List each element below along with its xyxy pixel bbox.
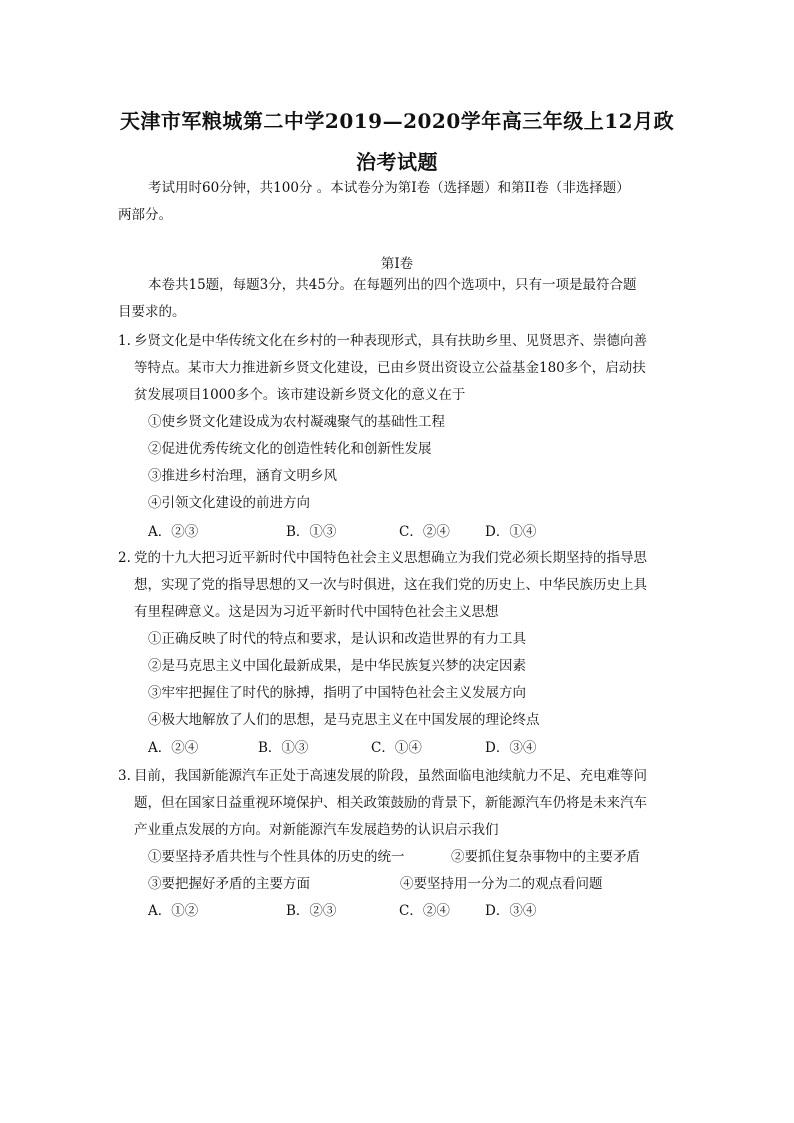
question-2-answer-c: C．①④ xyxy=(371,740,422,756)
question-1-stem-line-3: 贫发展项目1000多个。该市建设新乡贤文化的意义在于 xyxy=(134,387,466,403)
question-2-option-1: ①正确反映了时代的特点和要求，是认识和改造世界的有力工具 xyxy=(148,631,526,647)
question-1-answer-d: D．①④ xyxy=(485,524,537,540)
volume-instructions-line-2: 目要求的。 xyxy=(118,304,186,320)
question-3-number: 3. xyxy=(118,768,131,784)
question-1-option-4: ④引领文化建设的前进方向 xyxy=(148,495,310,511)
question-2-answer-d: D．③④ xyxy=(485,740,537,756)
exam-title-line-2: 治考试题 xyxy=(356,150,438,174)
question-3-option-2: ②要抓住复杂事物中的主要矛盾 xyxy=(451,849,640,865)
question-3-answer-a: A．①② xyxy=(148,903,199,919)
exam-intro-line-2: 两部分。 xyxy=(118,207,172,223)
question-1-number: 1. xyxy=(118,333,131,349)
question-2-stem-line-2: 想，实现了党的指导思想的又一次与时俱进，这在我们党的历史上、中华民族历史上具 xyxy=(134,577,647,593)
question-2-number: 2. xyxy=(118,550,131,566)
exam-intro-line-1: 考试用时60分钟，共100分 。本试卷分为第Ⅰ卷（选择题）和第II卷（非选择题） xyxy=(148,180,630,196)
question-1-answer-c: C．②④ xyxy=(399,524,450,540)
question-2-answer-b: B．①③ xyxy=(258,740,309,756)
volume-heading: 第Ⅰ卷 xyxy=(380,256,414,272)
question-1-option-2: ②促进优秀传统文化的创造性转化和创新性发展 xyxy=(148,441,432,457)
volume-instructions-line-1: 本卷共15题，每题3分，共45分。在每题列出的四个选项中，只有一项是最符合题 xyxy=(148,277,637,293)
question-3-stem-line-2: 题，但在国家日益重视环境保护、相关政策鼓励的背景下，新能源汽车仍将是未来汽车 xyxy=(134,795,647,811)
question-2-stem-line-3: 有里程碑意义。这是因为习近平新时代中国特色社会主义思想 xyxy=(134,604,499,620)
question-2-stem-line-1: 党的十九大把习近平新时代中国特色社会主义思想确立为我们党必须长期坚持的指导思 xyxy=(134,550,647,566)
question-3-option-1: ①要坚持矛盾共性与个性具体的历史的统一 xyxy=(148,849,405,865)
question-1-stem-line-2: 等特点。某市大力推进新乡贤文化建设，已由乡贤出资设立公益基金180多个，启动扶 xyxy=(134,360,646,376)
question-3-stem-line-1: 目前，我国新能源汽车正处于高速发展的阶段，虽然面临电池续航力不足、充电难等问 xyxy=(134,768,647,784)
question-3-option-4: ④要坚持用一分为二的观点看问题 xyxy=(400,876,603,892)
question-3-answer-b: B．②③ xyxy=(286,903,337,919)
question-1-option-1: ①使乡贤文化建设成为农村凝魂聚气的基础性工程 xyxy=(148,414,445,430)
question-1-answer-b: B．①③ xyxy=(286,524,337,540)
question-3-option-3: ③要把握好矛盾的主要方面 xyxy=(148,876,310,892)
exam-title-line-1: 天津市军粮城第二中学2019—2020学年高三年级上12月政 xyxy=(119,109,675,133)
question-1-answer-a: A．②③ xyxy=(148,524,199,540)
question-3-answer-d: D．③④ xyxy=(485,903,537,919)
question-2-answer-a: A．②④ xyxy=(148,740,199,756)
question-1-option-3: ③推进乡村治理，涵育文明乡风 xyxy=(148,468,337,484)
question-1-stem-line-1: 乡贤文化是中华传统文化在乡村的一种表现形式，具有扶助乡里、见贤思齐、崇德向善 xyxy=(134,333,647,349)
question-2-option-3: ③牢牢把握住了时代的脉搏，指明了中国特色社会主义发展方向 xyxy=(148,685,526,701)
question-3-stem-line-3: 产业重点发展的方向。对新能源汽车发展趋势的认识启示我们 xyxy=(134,822,499,838)
question-2-option-4: ④极大地解放了人们的思想，是马克思主义在中国发展的理论终点 xyxy=(148,712,540,728)
question-2-option-2: ②是马克思主义中国化最新成果，是中华民族复兴梦的决定因素 xyxy=(148,658,526,674)
question-3-answer-c: C．②④ xyxy=(399,903,450,919)
